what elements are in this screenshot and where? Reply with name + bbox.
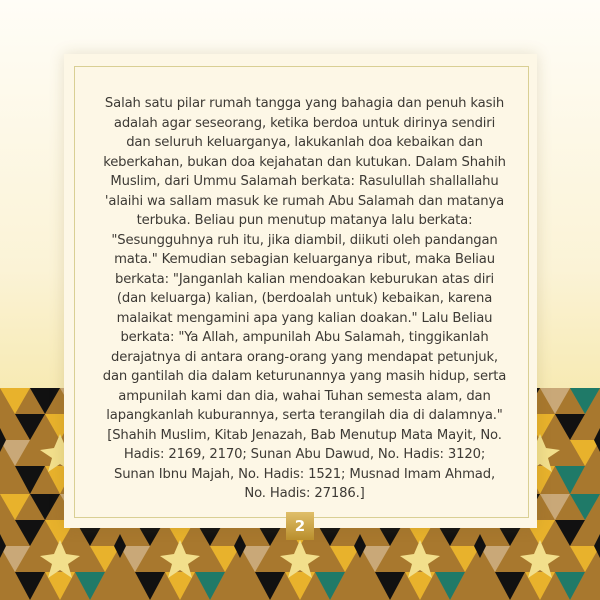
- post-body-text: Salah satu pilar rumah tangga yang bahagia dan penuh kasih adalah agar seseorang, ketika berdoa untuk dirinya sendiri dan seluruh keluarganya, lakukanlah doa kebaikan dan keberkahan, bukan doa kejahatan dan kutukan. Dalam Shahih Muslim, dari Ummu Salamah berkata: Rasulullah shallallahu 'alaihi wa sallam masuk ke rumah Abu Salamah dan matanya terbuka. Beliau pun menutup matanya lalu berkata: "Sesungguhnya ruh itu, jika diambil, diikuti oleh pandangan mata." Kemudian sebagian keluarganya ribut, maka Beliau berkata: "Janganlah kalian mendoakan keburukan atas diri (dan keluarga) kalian, (berdoalah untuk) kebaikan, karena malaikat mengamini apa yang kalian doakan." Lalu Beliau berkata: "Ya Allah, ampunilah Abu Salamah, tinggikanlah derajatnya di antara orang-orang yang mendapat petunjuk, dan gantilah dia dalam keturunannya yang masih hidup, serta ampunilah kami dan dia, wahai Tuhan semesta alam, dan lapangkanlah kuburannya, serta terangilah dia di dalamnya." [Shahih Muslim, Kitab Jenazah, Bab Menutup Mata Mayit, No. Hadis: 2169, 2170; Sunan Abu Dawud, No. Hadis: 3120; Sunan Ibnu Majah, No. Hadis: 1521; Musnad Imam Ahmad, No. Hadis: 27186.]: [102, 96, 507, 501]
- content-card: [64, 54, 537, 528]
- page-number-badge: 2: [286, 512, 314, 540]
